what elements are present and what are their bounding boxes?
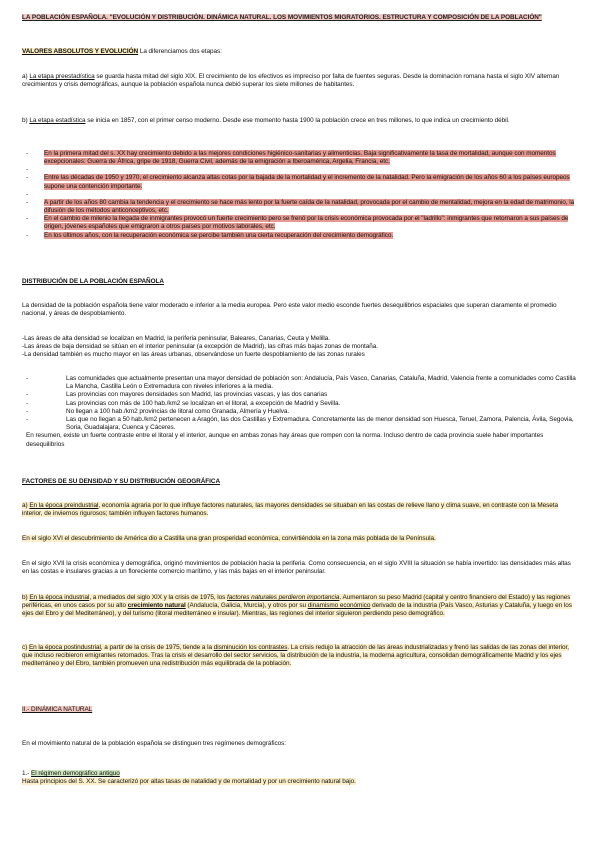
- section-factors-heading: [22, 478, 578, 486]
- list-item: -La densidad también es mucho mayor en las áreas urbanas, observándose un fuerte despoblamiento de las zonas rurales: [22, 351, 365, 359]
- list-item: - Las que no llegan a 50 hab./km2 pertenecen a Aragón, las dos Castillas y Extremadura. Concretamente las de menor densidad son Huesca, Teruel, Zamora, Palencia, Ávila, Segovia, Soria, Guadalajara, Cuenca y Cáceres.: [22, 416, 578, 432]
- paragraph-estadistica: b) La etapa estadística se inicia en 1857, con el primer censo moderno. Desde ese momento hasta 1900 la población crece en tres millones, lo que indica un crecimiento débil.: [22, 117, 510, 124]
- list-item: -Las áreas de alta densidad se localizan en Madrid, la periferia peninsular, Baleares, Canarias, Ceuta y Melilla.: [22, 335, 331, 342]
- paragraph-siglo-xvii: En el siglo XVII la crisis económica y demográfica, originó movimientos de población hacia la periferia. Como consecuencia, en el siglo XVIII la situación se había invertido: las densidades más altas en las costas e insulares gracias a un floreciente comercio marítimo, y las más bajas en el interior peninsular.: [22, 560, 571, 576]
- paragraph-preindustrial: a) En la época preindustrial, economía agraria por lo que influye factores naturales, las mayores densidades se situaban en las costas de relieve llano y clima suave, en contraste con la Meseta interior, de inviernos rigurosos; también influyen factores humanos.: [22, 502, 558, 518]
- paragraph-industrial: b) En la época industrial, a mediados del siglo XIX y la crisis de 1975, los factores naturales perdieron importancia. Aumentaron su peso Madrid (capital y centro financiero del Estado) y las regiones periféricas, en unos casos por su alto crecimiento natural (Andalucía, Galicia, Murcia), y otros por su dinamismo económico derivado de la industria (País Vasco, Asturias y Cataluña, y luego en los ejes del Ebro y del Mediterráneo), y del turismo (litoral mediterráneo e insular). Mientras, las regiones del interior siguieron perdiendo peso demográfico.: [22, 594, 572, 618]
- list-item: -Las áreas de baja densidad se sitúan en el interior peninsular (a excepción de Madrid), las cifras más bajas zonas de montaña.: [22, 343, 379, 351]
- section-dinamica-heading: [22, 706, 578, 714]
- term: En la época industrial: [29, 594, 90, 601]
- regimen-antiguo: 1.- El régimen demográfico antiguo Hasta principios del S. XX. Se caracterizó por altas tasas de natalidad y de mortalidad y por un crecimiento natural bajo.: [22, 770, 356, 786]
- list-item: - En la primera mitad del s. XX hay crecimiento debido a las mejores condiciones higiénico-sanitarias y alimenticias. Baja significativamente la tasa de mortalidad, aunque con momentos excepcionales: Guerra de África, gripe de 1918, Guerra Civil, además de la emigración a Iberoamérica, Argelia, Francia, etc.: [22, 150, 578, 166]
- list-item: - En los últimos años, con la recuperación económica se percibe también una cierta recuperación del crecimiento demográfico.: [22, 232, 578, 240]
- term: En la época postindustrial: [28, 644, 101, 651]
- section-heading: DISTRIBUCIÓN DE LA POBLACIÓN ESPAÑOLA: [22, 278, 164, 285]
- list-item: [22, 166, 578, 174]
- list-item: - A partir de los años 80 cambia la tendencia y el crecimiento se hace más lento por la fuerte caída de la natalidad, provocada por el cambio de mentalidad, mejora en la edad de matrimonio, la difusión de los métodos anticonceptivos, etc.: [22, 199, 578, 215]
- density-sub-list: [22, 375, 578, 449]
- density-lines: [22, 335, 578, 360]
- paragraph-postindustrial: c) En la época postindustrial, a partir de la crisis de 1975, tiende a la disminución los contrastes. La crisis redujo la atracción de las áreas industrializadas y frenó las salidas de las zonas del interior, que incluso recibieron emigrantes retornados. Tras la crisis el desarrollo del sector servicios, la distribución de la industria, la moderna agricultura, consolidan demográficamente Madrid y los ejes mediterráneo y del Ebro, también promueven una redistribución más equilibrada de la población.: [22, 644, 569, 668]
- list-item: - Las provincias con mayores densidades son Madrid, las provincias vascas, y las dos canarias: [22, 391, 578, 399]
- term: El régimen demográfico antiguo: [31, 770, 120, 777]
- section-heading: VALORES ABSOLUTOS Y EVOLUCIÓN: [22, 48, 139, 55]
- term: En la época preindustrial: [29, 502, 99, 509]
- list-item: - Las provincias con más de 100 hab./km2 se localizan en el litoral, a excepción de Madrid y Sevilla.: [22, 400, 578, 408]
- list-item: - No llegan a 100 hab./km2 provincias de litoral como Granada, Almería y Huelva.: [22, 408, 578, 416]
- term: La etapa preestadística: [29, 73, 95, 80]
- section-heading: II.- DINÁMICA NATURAL: [22, 706, 93, 713]
- summary-paragraph: En resumen, existe un fuerte contraste entre el litoral y el interior, aunque en ambas zonas hay áreas que rompen con la norma. Incluso dentro de cada provincia suele haber importantes desequilibrios: [26, 432, 544, 448]
- list-item: - En el cambio de milenio la llegada de inmigrantes provocó un fuerte crecimiento pero se frenó por la crisis económica provocada por el "ladrillo": inmigrantes que retornaron a sus países de origen, jóvenes españoles que emigraron a otros países por motivos laborales, etc.: [22, 215, 578, 231]
- list-item: - Las comunidades que actualmente presentan una mayor densidad de población son: Andalucía, País Vasco, Canarias, Cataluña, Madrid, Valencia frente a comunidades como Castilla La Mancha, Castilla León o Extremadura con niveles inferiores a la media.: [22, 375, 578, 391]
- list-item: - Entre las décadas de 1950 y 1970, el crecimiento alcanza altas cotas por la bajada de la mortalidad y el incremento de la natalidad. Pero la emigración de los años 60 a los países europeos supone una contención importante.: [22, 174, 578, 190]
- paragraph-preestadistica: a) La etapa preestadística se guarda hasta mitad del siglo XIX. El crecimiento de los efectivos es impreciso por falta de fuentes seguras. Desde la dominación romana hasta el siglo XIV alternan crecimientos y crisis demográficas, aunque la población española nunca debió superar los siete millones de habitantes.: [22, 73, 560, 89]
- evolution-bullet-list: [22, 150, 578, 240]
- document-title: LA POBLACIÓN ESPAÑOLA. "EVOLUCIÓN Y DISTRIBUCIÓN. DINÁMICA NATURAL. LOS MOVIMIENTOS MIGRATORIOS. ESTRUCTURA Y COMPOSICIÓN DE LA POBLACIÓN": [22, 14, 542, 21]
- term: La etapa estadística: [29, 117, 86, 124]
- distribution-intro: La densidad de la población española tiene valor moderado e inferior a la media europea. Pero este valor medio esconde fuertes desequilibrios espaciales que superan claramente el promedio nacional, y áreas de despoblamiento.: [22, 302, 557, 318]
- section-evolution-heading: VALORES ABSOLUTOS Y EVOLUCIÓN La diferenciamos dos etapas:: [22, 48, 222, 55]
- dinamica-intro: En el movimiento natural de la población española se distinguen tres regímenes demográficos:: [22, 740, 286, 747]
- section-distribution-heading: [22, 278, 578, 286]
- section-heading: FACTORES DE SU DENSIDAD Y SU DISTRIBUCIÓN GEOGRÁFICA: [22, 478, 221, 485]
- list-item: [22, 191, 578, 199]
- paragraph-siglo-xvi: En el siglo XVI el descubrimiento de América dio a Castilla una gran prosperidad económica, convirtiéndola en la zona más poblada de la Península.: [22, 535, 436, 542]
